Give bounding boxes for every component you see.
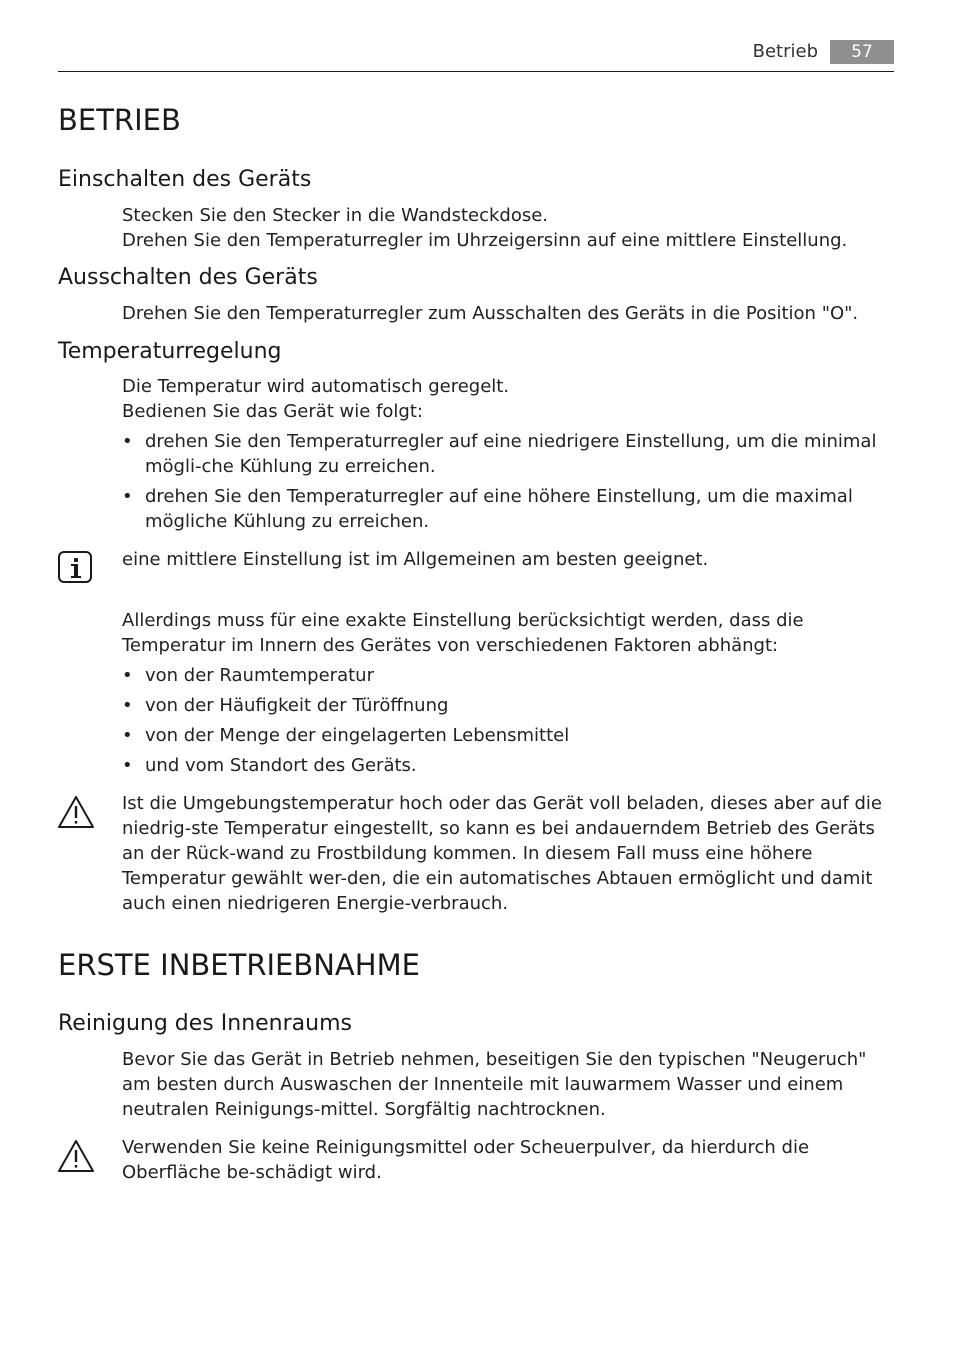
warning-icon (56, 1138, 96, 1174)
warning-icon (56, 794, 96, 830)
temperatur-line-2: Bedienen Sie das Gerät wie folgt: (122, 401, 423, 422)
page-number: 57 (830, 40, 894, 64)
list-item (122, 484, 894, 534)
temperatur-line-1: Die Temperatur wird automatisch geregelt. (122, 376, 510, 397)
warning-frost: Ist die Umgebungstemperatur hoch oder das Gerät voll beladen, dieses aber auf die niedrig-ste Temperatur eingestellt, so kann es bei andauerndem Betrieb des Geräts an der Rück-wand zu Frostbildung kommen. In diesem Fall muss eine höhere Temperatur gewählt wer-den, die ein automatisches Abtauen ermöglicht und damit auch einen niedrigeren Energie-verbrauch. (122, 793, 882, 914)
info-icon (58, 551, 92, 583)
bullet-icon: • (122, 486, 133, 507)
ausschalten-line-1: Drehen Sie den Temperaturregler zum Ausschalten des Geräts in die Position "O". (122, 303, 859, 324)
list-item (122, 753, 894, 778)
list-item-text: und vom Standort des Geräts. (145, 755, 417, 776)
einschalten-line-2: Drehen Sie den Temperaturregler im Uhrzeigersinn auf eine mittlere Einstellung. (122, 230, 848, 251)
running-header: Betrieb (752, 41, 818, 62)
bullet-icon: • (122, 665, 133, 686)
bullet-icon: • (122, 695, 133, 716)
heading-ausschalten: Ausschalten des Geräts (58, 265, 318, 290)
list-item-text: drehen Sie den Temperaturregler auf eine niedrigere Einstellung, um die minimal mögli-che Kühlung zu erreichen. (145, 431, 877, 477)
section-title-betrieb: BETRIEB (58, 103, 181, 137)
list-item-text: drehen Sie den Temperaturregler auf eine höhere Einstellung, um die maximal mögliche Kühlung zu erreichen. (145, 486, 853, 532)
heading-temperaturregelung: Temperaturregelung (58, 339, 282, 364)
list-item-text: von der Menge der eingelagerten Lebensmittel (145, 725, 570, 746)
warning-cleaning: Verwenden Sie keine Reinigungsmittel oder Scheuerpulver, da hierdurch die Oberfläche be-schädigt wird. (122, 1137, 810, 1183)
list-item-text: von der Häufigkeit der Türöffnung (145, 695, 449, 716)
factors-intro: Allerdings muss für eine exakte Einstellung berücksichtigt werden, dass die Temperatur im Innern des Gerätes von verschiedenen Faktoren abhängt: (122, 610, 804, 656)
list-item (122, 429, 894, 479)
bullet-icon: • (122, 431, 133, 452)
heading-einschalten: Einschalten des Geräts (58, 167, 312, 192)
einschalten-line-1: Stecken Sie den Stecker in die Wandsteckdose. (122, 205, 549, 226)
list-item (122, 723, 894, 748)
info-note: eine mittlere Einstellung ist im Allgemeinen am besten geeignet. (122, 549, 709, 570)
list-item (122, 663, 894, 688)
list-item-text: von der Raumtemperatur (145, 665, 374, 686)
heading-reinigung: Reinigung des Innenraums (58, 1011, 352, 1036)
bullet-icon: • (122, 755, 133, 776)
reinigung-paragraph: Bevor Sie das Gerät in Betrieb nehmen, beseitigen Sie den typischen "Neugeruch" am besten durch Auswaschen der Innenteile mit lauwarmem Wasser und einem neutralen Reinigungs-mittel. Sorgfältig nachtrocknen. (122, 1049, 867, 1120)
bullet-icon: • (122, 725, 133, 746)
header-rule (58, 71, 894, 72)
list-item (122, 693, 894, 718)
section-title-erste-inbetriebnahme: ERSTE INBETRIEBNAHME (58, 948, 420, 982)
